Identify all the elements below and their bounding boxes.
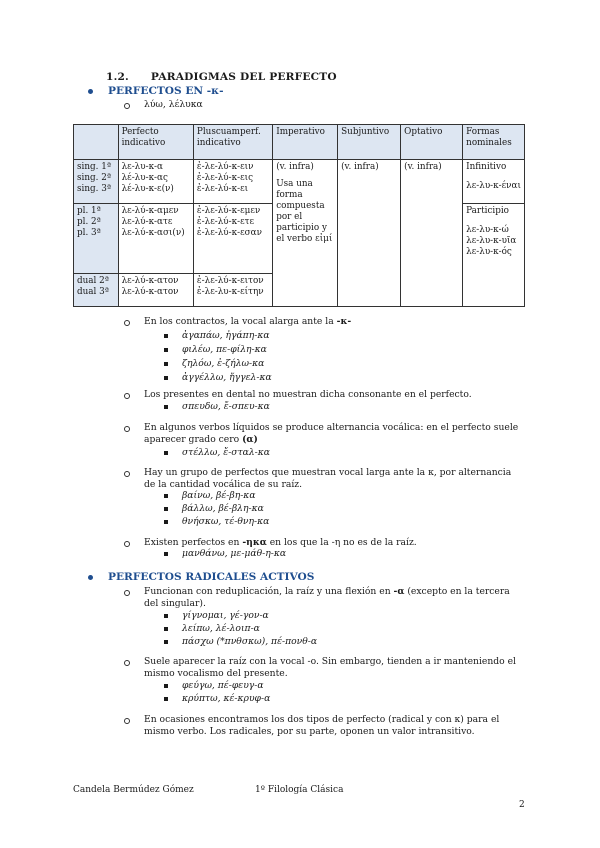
form: ἐ-λε-λύ-κ-ει	[196, 183, 249, 194]
note-item	[124, 586, 524, 610]
square-bullet-icon	[164, 627, 168, 631]
example-item	[164, 330, 270, 342]
note-text: Suele aparecer la raíz con la vocal -o. Sin embargo, tienden a ir manteniendo el mismo vocalismo del presente.	[144, 656, 516, 679]
square-bullet-icon	[164, 362, 168, 366]
example-item	[164, 358, 264, 370]
perfecto-cell	[118, 204, 193, 274]
form: λε-λύ-κ-ασι(ν)	[121, 227, 185, 238]
square-bullet-icon	[164, 507, 168, 511]
note-pre: Funcionan con reduplicación, la raíz y una flexión en	[144, 586, 394, 597]
note-pre: En los contractos, la vocal alarga ante la	[144, 316, 337, 327]
example-item	[164, 344, 267, 356]
header-cell: Subjuntivo	[338, 125, 401, 160]
form: λε-λυ-κ-α	[121, 162, 163, 172]
example-item	[164, 401, 270, 413]
circle-bullet-icon	[124, 471, 130, 477]
example-text: βαίνω, βέ-βη-κα	[182, 490, 256, 501]
form-label: Participio	[466, 206, 509, 216]
example-text: γίγνομαι, γέ-γον-α	[182, 610, 269, 621]
square-bullet-icon	[164, 334, 168, 338]
form: ἐ-λε-λύ-κ-ειν	[196, 162, 254, 172]
note-item	[124, 537, 524, 549]
example-text: κρύπτω, κέ-κρυφ-α	[182, 693, 271, 704]
form: ἐ-λε-λυ-κ-είτην	[196, 286, 264, 297]
part1-example	[124, 99, 524, 111]
header-cell: Imperativo	[273, 125, 338, 160]
perfecto-cell	[118, 274, 193, 307]
example-text: φιλέω, πε-φίλη-κα	[182, 344, 267, 355]
note-bold: (α)	[242, 433, 258, 445]
square-bullet-icon	[164, 494, 168, 498]
example-text: βάλλω, βέ-βλη-κα	[182, 503, 264, 514]
example-item	[164, 490, 256, 502]
person-label: dual 2ª	[77, 276, 109, 286]
person-label-cell	[74, 274, 119, 307]
note-item	[124, 422, 524, 446]
imperativo-cell	[273, 160, 338, 307]
form-label: Infinitivo	[466, 162, 507, 172]
section-number: 1.2.	[106, 71, 129, 83]
square-bullet-icon	[164, 376, 168, 380]
example-text: θνήσκω, τέ-θνη-κα	[182, 516, 270, 527]
perfecto-cell	[118, 160, 193, 204]
person-label: sing. 2ª	[77, 172, 111, 183]
header-cell: Formas nominales	[463, 125, 525, 160]
nominales-cell	[463, 160, 525, 204]
form: λε-λύ-κ-ατον	[121, 286, 179, 297]
person-label: sing. 1ª	[77, 162, 111, 172]
example-item	[164, 503, 264, 515]
part1-heading-text: PERFECTOS EN -κ-	[108, 85, 224, 97]
form: ἐ-λε-λύ-κ-εμεν	[196, 206, 261, 216]
optativo-cell: (v. infra)	[401, 160, 463, 307]
part2-heading-text: PERFECTOS RADICALES ACTIVOS	[108, 571, 315, 583]
person-label: pl. 2ª	[77, 216, 101, 227]
section-title: PARADIGMAS DEL PERFECTO	[150, 71, 337, 83]
example-item	[164, 372, 272, 384]
example-item	[164, 447, 270, 459]
note-item	[124, 467, 524, 491]
imperativo-note: Usa una forma compuesta por el participio y el verbo εἰμί	[276, 178, 333, 244]
circle-bullet-icon	[124, 393, 130, 399]
part2-heading	[92, 571, 314, 585]
example-text: στέλλω, ἔ-σταλ-κα	[182, 447, 271, 458]
example-text: ἀγαπάω, ἠγάπη-κα	[182, 330, 270, 341]
square-bullet-icon	[164, 684, 168, 688]
example-item	[164, 623, 260, 635]
form: λε-λύ-κ-ατον	[121, 276, 179, 286]
square-bullet-icon	[164, 348, 168, 352]
note-pre: Existen perfectos en	[144, 537, 243, 548]
note-text	[144, 586, 524, 610]
nominales-cell	[463, 204, 525, 307]
table-row-singular	[74, 160, 525, 204]
person-label: sing. 3ª	[77, 183, 111, 194]
example-text: φεύγω, πέ-φευγ-α	[182, 680, 264, 691]
square-bullet-icon	[164, 552, 168, 556]
example-text: σπευδω, ἔ-σπευ-κα	[182, 401, 270, 412]
header-cell: Optativo	[401, 125, 463, 160]
form: λε-λύ-κ-ατε	[121, 216, 173, 227]
form: ἐ-λε-λύ-κ-ετε	[196, 216, 255, 227]
note-post: en los que la -η no es de la raíz.	[266, 537, 417, 548]
table-header-row	[74, 125, 525, 160]
form: λέ-λυ-κ-ας	[121, 172, 168, 183]
part1-example-text: λύω, λέλυκα	[144, 99, 203, 110]
note-bold: -κ-	[336, 316, 352, 327]
page-number: 2	[519, 800, 525, 810]
example-text: ἀγγέλλω, ἤγγελ-κα	[182, 372, 272, 383]
person-label: pl. 3ª	[77, 227, 101, 238]
example-text: μανθάνω, με-μάθ-η-κα	[182, 548, 287, 559]
form: λέ-λυ-κ-ε(ν)	[121, 183, 174, 194]
form: ἐ-λε-λύ-κ-εσαν	[196, 227, 262, 238]
footer-author: Candela Bermúdez Gómez	[73, 785, 194, 795]
bullet-icon	[88, 575, 93, 580]
circle-bullet-icon	[124, 590, 130, 596]
footer-course: 1º Filología Clásica	[255, 785, 344, 795]
pluscuam-cell	[193, 160, 272, 204]
note-item	[124, 316, 524, 328]
note-text: En ocasiones encontramos los dos tipos de perfecto (radical y con κ) para el mismo verbo. Los radicales, por su parte, oponen un valor intransitivo.	[144, 714, 500, 737]
note-text: Los presentes en dental no muestran dicha consonante en el perfecto.	[144, 389, 472, 400]
square-bullet-icon	[164, 697, 168, 701]
circle-bullet-icon	[124, 718, 130, 724]
example-item	[164, 548, 286, 560]
note-bold: -ηκα	[242, 537, 267, 548]
example-text: πάσχω (*πνθσκω), πέ-πονθ-α	[182, 636, 318, 647]
circle-bullet-icon	[124, 426, 130, 432]
circle-bullet-icon	[124, 541, 130, 547]
section-heading	[106, 71, 337, 85]
example-item	[164, 516, 269, 528]
form: (v. infra)	[276, 162, 314, 172]
form: ἐ-λε-λύ-κ-εις	[196, 172, 254, 183]
square-bullet-icon	[164, 405, 168, 409]
note-bold: -α	[393, 586, 405, 597]
square-bullet-icon	[164, 451, 168, 455]
note-item	[124, 389, 524, 401]
example-text: λείπω, λέ-λοιπ-α	[182, 623, 260, 634]
paradigm-table	[73, 124, 525, 307]
form: λε-λυ-κ-ός	[466, 246, 512, 257]
pluscuam-cell	[193, 204, 272, 274]
note-item	[124, 714, 524, 738]
form: λε-λυ-κ-ώ	[466, 224, 509, 235]
circle-bullet-icon	[124, 103, 130, 109]
circle-bullet-icon	[124, 320, 130, 326]
circle-bullet-icon	[124, 660, 130, 666]
note-text	[144, 537, 524, 549]
example-item	[164, 610, 269, 622]
note-text: Hay un grupo de perfectos que muestran vocal larga ante la κ, por alternancia de la cantidad vocálica de su raíz.	[144, 467, 512, 490]
example-text: ζηλόω, ἐ-ζήλω-κα	[182, 358, 265, 369]
part1-heading	[92, 85, 224, 99]
note-post: (excepto en la tercera del singular).	[144, 586, 510, 609]
person-label-cell	[74, 160, 119, 204]
form: λε-λυ-κ-έναι	[466, 180, 521, 191]
example-item	[164, 636, 317, 648]
note-item	[124, 656, 524, 680]
person-label: pl. 1ª	[77, 206, 101, 216]
form: λε-λυ-κ-υῖα	[466, 235, 517, 246]
person-label-cell	[74, 204, 119, 274]
example-item	[164, 680, 264, 692]
note-text	[144, 316, 524, 328]
bullet-icon	[88, 89, 93, 94]
header-cell: Perfecto indicativo	[118, 125, 193, 160]
header-cell: Pluscuamperf. indicativo	[193, 125, 272, 160]
subjuntivo-cell: (v. infra)	[338, 160, 401, 307]
example-item	[164, 693, 270, 705]
form: ἐ-λε-λύ-κ-ειτον	[196, 276, 264, 286]
square-bullet-icon	[164, 614, 168, 618]
pluscuam-cell	[193, 274, 272, 307]
note-pre: En algunos verbos líquidos se produce alternancia vocálica: en el perfecto suele aparecer grado cero	[144, 422, 519, 445]
note-text	[144, 422, 524, 446]
square-bullet-icon	[164, 520, 168, 524]
square-bullet-icon	[164, 640, 168, 644]
header-cell	[74, 125, 119, 160]
form: λε-λύ-κ-αμεν	[121, 206, 179, 216]
person-label: dual 3ª	[77, 286, 109, 297]
